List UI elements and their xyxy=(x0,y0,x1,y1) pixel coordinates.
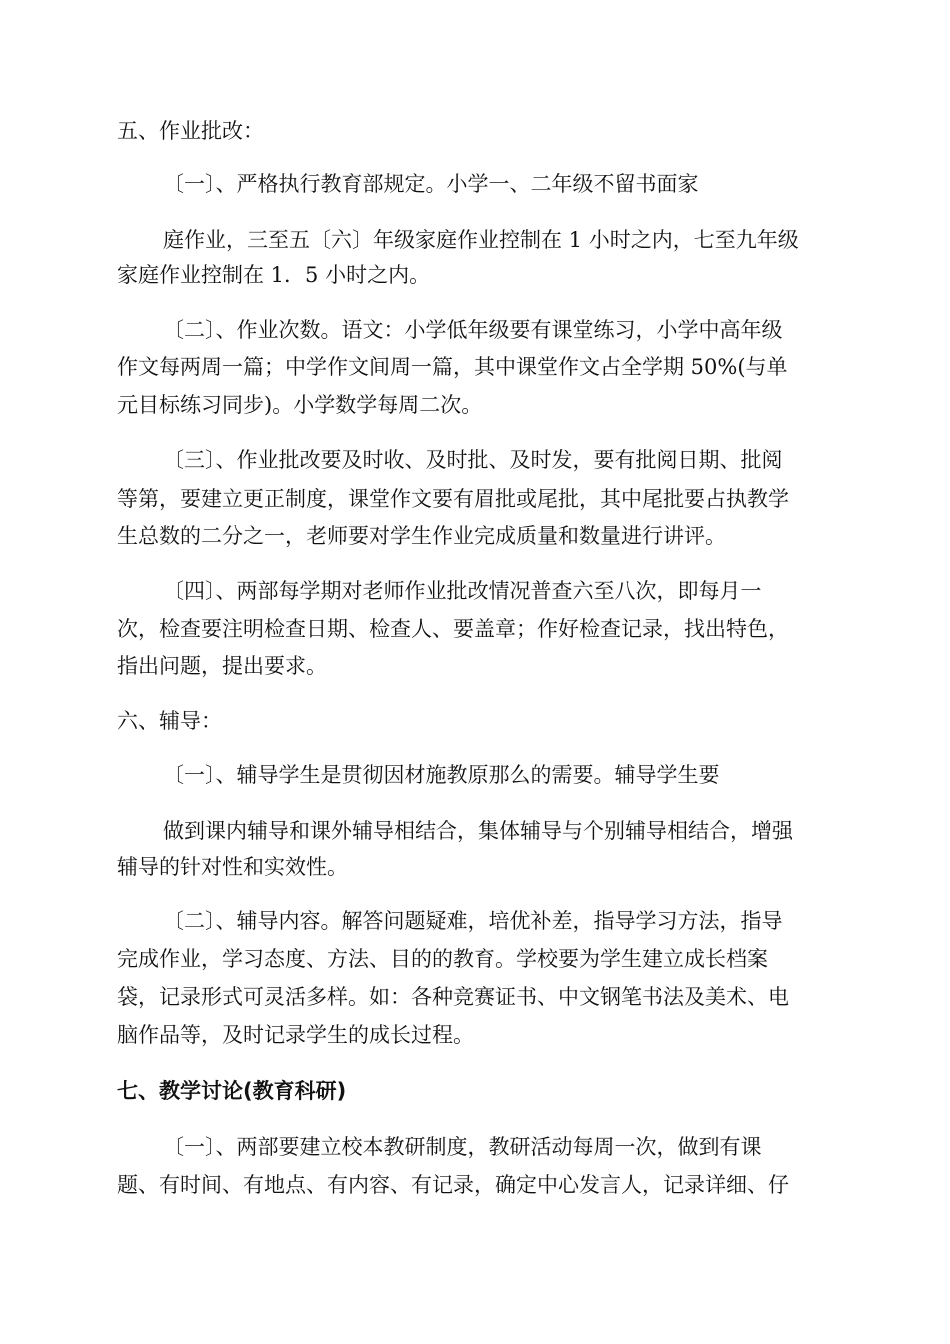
s6-p1-line-3: 辅导的针对性和实效性。 xyxy=(117,855,348,879)
s5-p1-line-2: 庭作业，三至五〔六〕年级家庭作业控制在 1 小时之内，七至九年级 xyxy=(163,228,799,252)
s6-p2-line-2: 完成作业，学习态度、方法、目的的教育。学校要为学生建立成长档案 xyxy=(117,947,768,971)
s6-p2-line-1: 〔二〕、辅导内容。解答问题疑难，培优补差，指导学习方法，指导 xyxy=(163,909,783,933)
s5-p4-line-1: 〔四〕、两部每学期对老师作业批改情况普查六至八次，即每月一 xyxy=(163,579,762,603)
s5-p4-line-3: 指出问题，提出要求。 xyxy=(117,654,327,678)
s5-p2-line-2: 作文每两周一篇；中学作文间周一篇，其中课堂作文占全学期 50%(与单 xyxy=(117,355,788,379)
s7-p1-line-1: 〔一〕、两部要建立校本教研制度，教研活动每周一次，做到有课 xyxy=(163,1135,762,1159)
s6-p1-line-1: 〔一〕、辅导学生是贯彻因材施教原那么的需要。辅导学生要 xyxy=(163,763,720,787)
s7-p1-line-2: 题、有时间、有地点、有内容、有记录，确定中心发言人，记录详细、仔 xyxy=(117,1173,789,1197)
section-6-heading: 六、辅导： xyxy=(117,709,222,733)
s6-p2-line-4: 脑作品等，及时记录学生的成长过程。 xyxy=(117,1023,474,1047)
s5-p4-line-2: 次，检查要注明检查日期、检查人、要盖章；作好检查记录，找出特色， xyxy=(117,617,789,641)
s6-p2-line-3: 袋，记录形式可灵活多样。如：各种竞赛证书、中文钢笔书法及美术、电 xyxy=(117,985,789,1009)
s6-p1-line-2: 做到课内辅导和课外辅导相结合，集体辅导与个别辅导相结合，增强 xyxy=(163,819,793,843)
section-5-heading: 五、作业批改： xyxy=(117,119,264,143)
s5-p1-line-1: 〔一〕、严格执行教育部规定。小学一、二年级不留书面家 xyxy=(163,172,699,196)
s5-p3-line-3: 生总数的二分之一，老师要对学生作业完成质量和数量进行讲评。 xyxy=(117,524,726,548)
section-7-heading: 七、教学讨论(教育科研) xyxy=(117,1079,347,1103)
s5-p3-line-2: 等第，要建立更正制度，课堂作文要有眉批或尾批，其中尾批要占执教学 xyxy=(117,487,789,511)
s5-p1-line-3: 家庭作业控制在 1．5 小时之内。 xyxy=(117,263,431,287)
s5-p3-line-1: 〔三〕、作业批改要及时收、及时批、及时发，要有批阅日期、批阅 xyxy=(163,448,783,472)
s5-p2-line-1: 〔二〕、作业次数。语文：小学低年级要有课堂练习，小学中高年级 xyxy=(163,318,783,342)
s5-p2-line-3: 元目标练习同步)。小学数学每周二次。 xyxy=(117,393,483,417)
